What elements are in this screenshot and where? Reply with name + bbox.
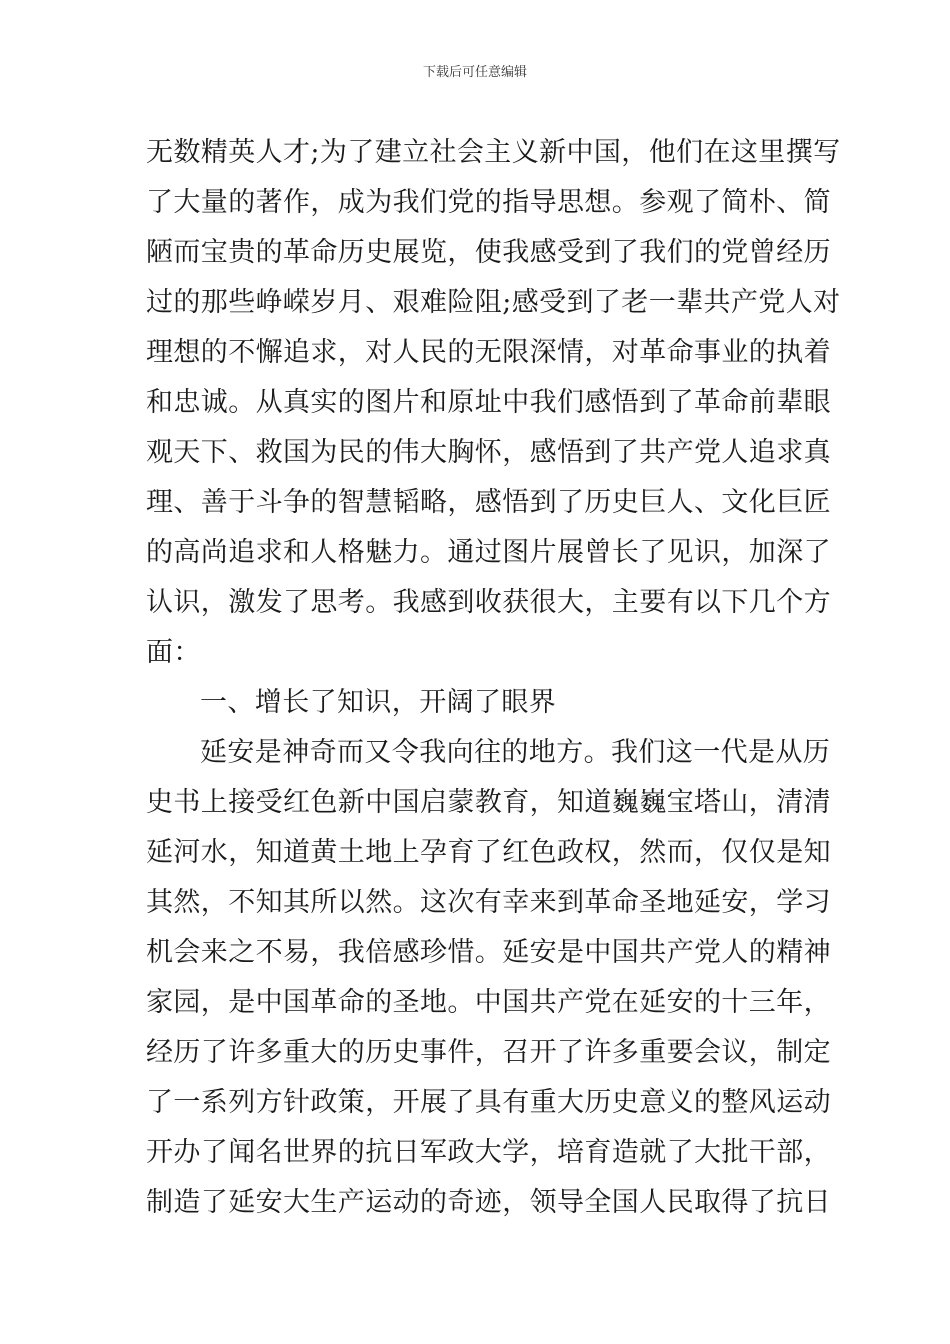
text-line: 陋而宝贵的革命历史展览，使我感受到了我们的党曾经历 (146, 237, 831, 268)
text-line: 史书上接受红色新中国启蒙教育，知道巍巍宝塔山，清清 (146, 787, 831, 818)
section-heading: 一、增长了知识，开阔了眼界 (200, 687, 557, 718)
text-line: 了一系列方针政策，开展了具有重大历史意义的整风运动 (146, 1087, 831, 1118)
text-line: 制造了延安大生产运动的奇迹，领导全国人民取得了抗日 (146, 1187, 831, 1218)
text-line: 了大量的著作，成为我们党的指导思想。参观了简朴、简 (146, 187, 831, 218)
text-line: 理、善于斗争的智慧韬略，感悟到了历史巨人、文化巨匠 (146, 487, 831, 518)
text-line: 无数精英人才;为了建立社会主义新中国，他们在这里撰写 (146, 137, 841, 168)
text-line: 家园，是中国革命的圣地。中国共产党在延安的十三年， (146, 987, 831, 1018)
text-line: 面： (146, 637, 201, 668)
text-line: 和忠诚。从真实的图片和原址中我们感悟到了革命前辈眼 (146, 387, 831, 418)
text-line: 过的那些峥嵘岁月、艰难险阻;感受到了老一辈共产党人对 (146, 287, 841, 318)
text-line: 的高尚追求和人格魅力。通过图片展曾长了见识，加深了 (146, 537, 831, 568)
text-line: 理想的不懈追求，对人民的无限深情，对革命事业的执着 (146, 337, 831, 368)
text-line: 延河水，知道黄土地上孕育了红色政权，然而，仅仅是知 (146, 837, 831, 868)
text-line: 其然，不知其所以然。这次有幸来到革命圣地延安，学习 (146, 887, 831, 918)
text-line: 机会来之不易，我倍感珍惜。延安是中国共产党人的精神 (146, 937, 831, 968)
text-line: 经历了许多重大的历史事件，召开了许多重要会议，制定 (146, 1037, 831, 1068)
document-body (146, 128, 841, 1228)
page-header-note: 下载后可任意编辑 (422, 65, 527, 80)
paragraph-first-line: 延安是神奇而又令我向往的地方。我们这一代是从历 (200, 737, 831, 768)
text-line: 观天下、救国为民的伟大胸怀，感悟到了共产党人追求真 (146, 437, 831, 468)
text-line: 开办了闻名世界的抗日军政大学，培育造就了大批干部， (146, 1137, 831, 1168)
text-line: 认识，激发了思考。我感到收获很大，主要有以下几个方 (146, 587, 831, 618)
